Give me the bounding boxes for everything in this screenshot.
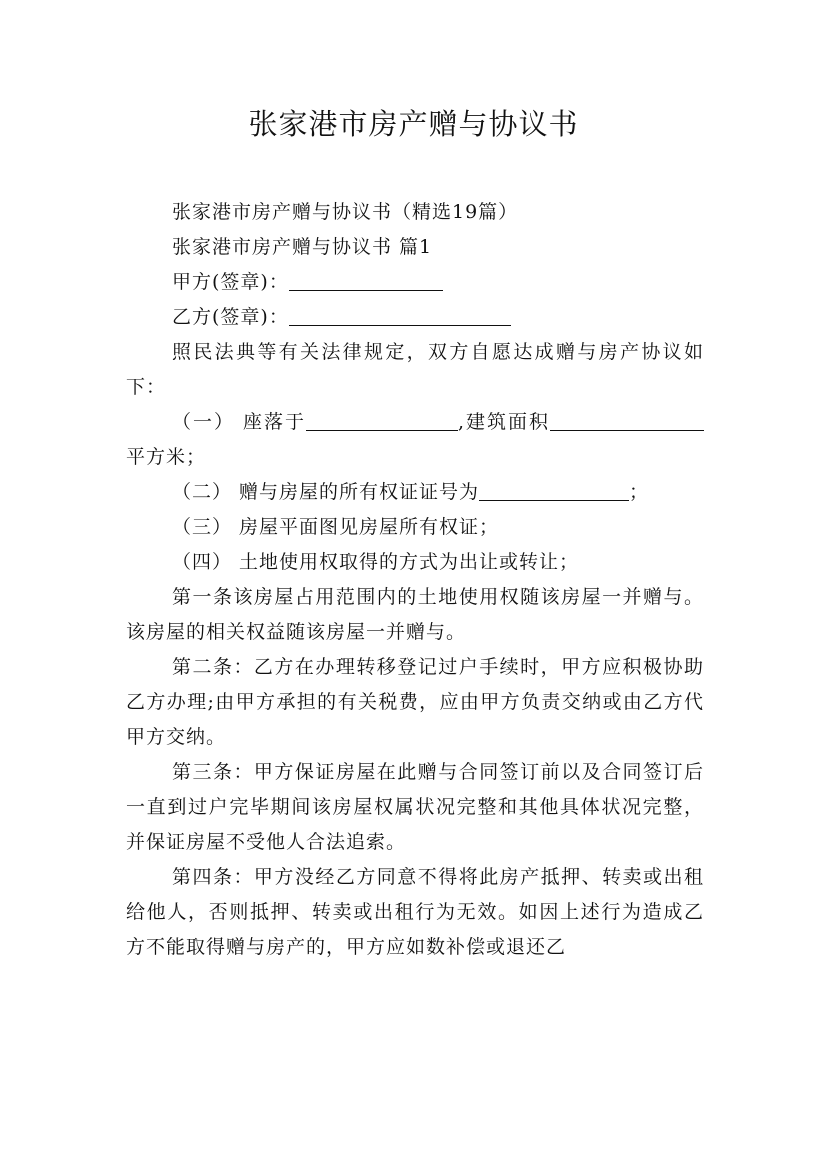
article-2: 第二条：乙方在办理转移登记过户手续时，甲方应积极协助乙方办理;由甲方承担的有关税费，应由甲方负责交纳或由乙方代甲方交纳。 xyxy=(126,656,704,748)
item-3: （三） 房屋平面图见房屋所有权证； xyxy=(172,516,500,538)
article-4: 第四条：甲方没经乙方同意不得将此房产抵押、转卖或出租给他人，否则抵押、转卖或出租行为无效。如因上述行为造成乙方不能取得赠与房产的，甲方应如数补偿或退还乙 xyxy=(126,866,704,958)
party-b-line xyxy=(126,300,704,335)
party-b-signature-blank xyxy=(289,305,511,326)
party-a-label: 甲方(签章)： xyxy=(172,271,289,293)
document-body xyxy=(126,195,704,965)
area-blank xyxy=(550,410,704,431)
location-blank xyxy=(306,410,458,431)
party-a-line xyxy=(126,265,704,300)
party-a-signature-blank xyxy=(289,270,443,291)
item-2-prefix: （二） 赠与房屋的所有权证证号为 xyxy=(172,481,480,503)
item-2 xyxy=(126,475,704,510)
item-1-mid: ,建筑面积 xyxy=(458,411,551,433)
item-1-prefix: （一） 座落于 xyxy=(172,411,306,433)
document-title: 张家港市房产赠与协议书 xyxy=(248,107,579,141)
certificate-number-blank xyxy=(479,480,629,501)
party-b-label: 乙方(签章)： xyxy=(172,306,289,328)
item-1-suffix: 平方米； xyxy=(126,446,207,468)
item-2-suffix: ； xyxy=(629,481,650,503)
item-1 xyxy=(126,405,704,475)
article-1: 第一条该房屋占用范围内的土地使用权随该房屋一并赠与。该房屋的相关权益随该房屋一并赠与。 xyxy=(126,586,704,643)
document-subtitle: 张家港市房产赠与协议书（精选19篇） xyxy=(172,201,519,223)
item-4: （四） 土地使用权取得的方式为出让或转让； xyxy=(172,551,580,573)
section-heading: 张家港市房产赠与协议书 篇1 xyxy=(172,236,433,258)
intro-paragraph: 照民法典等有关法律规定，双方自愿达成赠与房产协议如下： xyxy=(126,341,704,398)
article-3: 第三条：甲方保证房屋在此赠与合同签订前以及合同签订后一直到过户完毕期间该房屋权属状况完整和其他具体状况完整，并保证房屋不受他人合法追索。 xyxy=(126,761,704,853)
